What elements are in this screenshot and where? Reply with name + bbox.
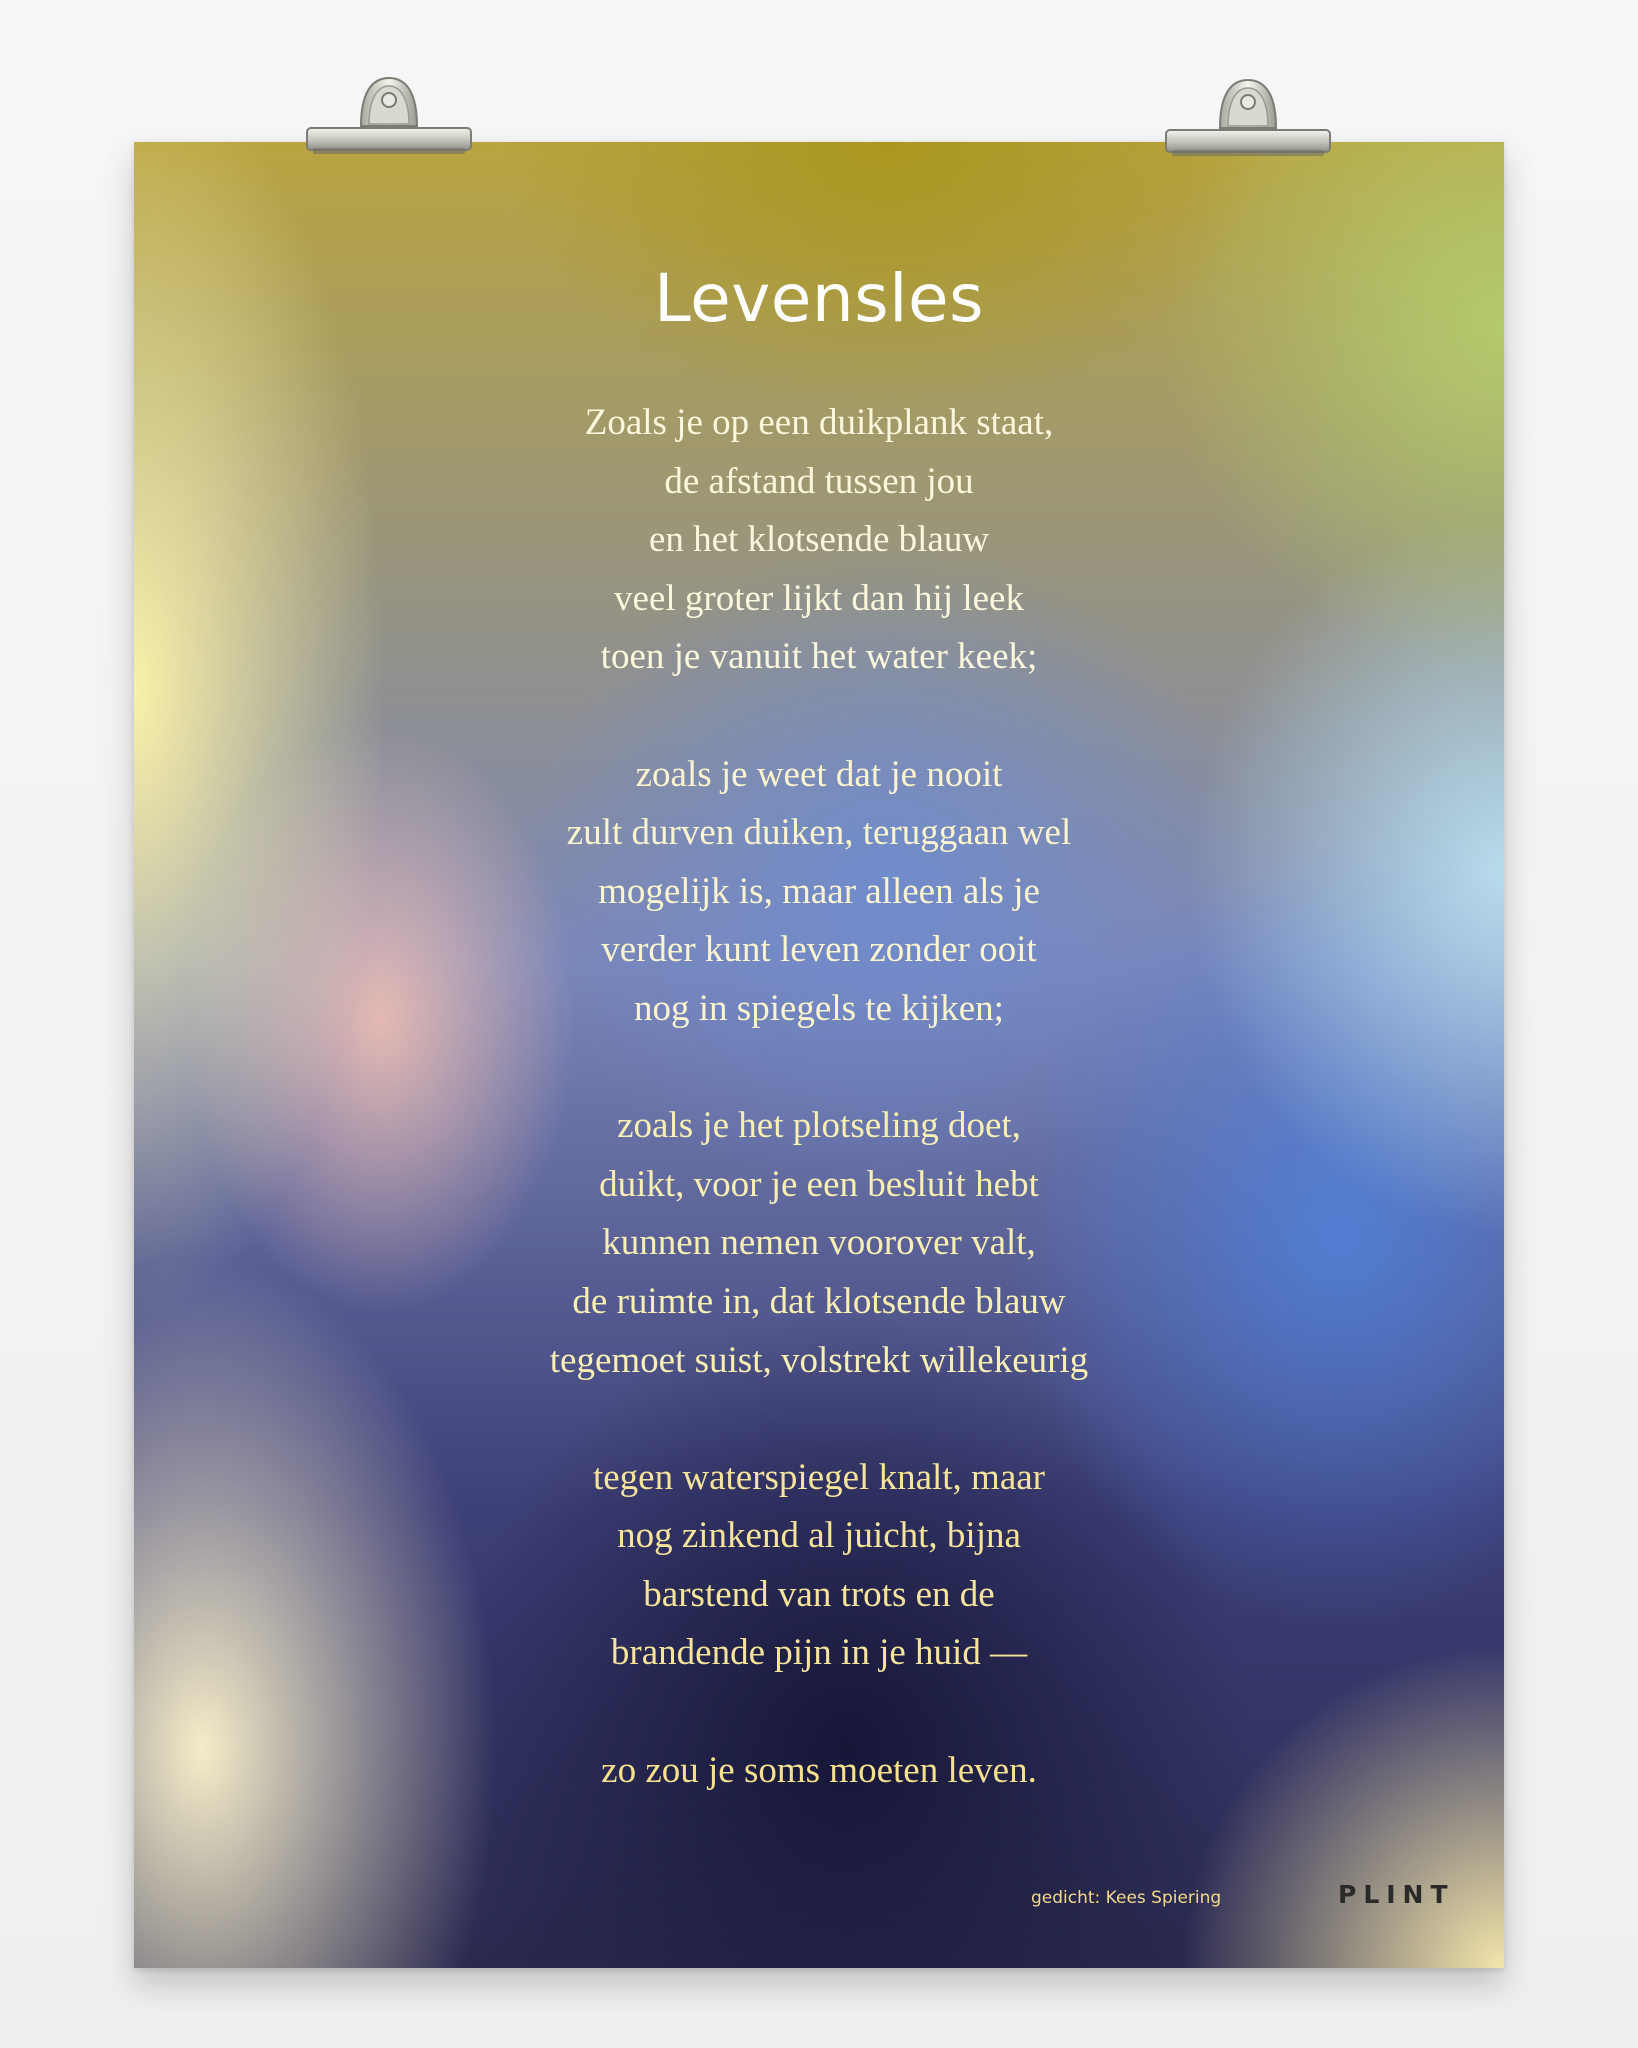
poem-line: nog in spiegels te kijken;: [634, 987, 1004, 1029]
poem-body: [134, 394, 1504, 1859]
poem-line: zoals je weet dat je nooit: [635, 753, 1003, 795]
poem-line: brandende pijn in je huid —: [610, 1632, 1028, 1674]
poem-line: tegemoet suist, volstrekt willekeurig: [549, 1339, 1089, 1381]
binder-clip-icon: [303, 70, 475, 166]
binder-clip-icon: [1162, 72, 1334, 168]
brand-logo: PLINT: [1338, 1880, 1455, 1909]
stanza-3: [134, 1097, 1504, 1390]
poem-line: de afstand tussen jou: [664, 460, 974, 502]
stanza-4: [134, 1449, 1504, 1683]
poem-line: verder kunt leven zonder ooit: [601, 929, 1037, 971]
stanza-1: [134, 394, 1504, 687]
poem-line: barstend van trots en de: [643, 1573, 995, 1615]
poem-credit: gedicht: Kees Spiering: [1031, 1888, 1222, 1908]
poem-line: toen je vanuit het water keek;: [600, 636, 1038, 678]
poem-line: duikt, voor je een besluit hebt: [599, 1163, 1039, 1205]
poem-poster: [134, 142, 1504, 1968]
poem-line: en het klotsende blauw: [648, 519, 990, 561]
poem-line: zoals je het plotseling doet,: [617, 1105, 1021, 1147]
poem-line: mogelijk is, maar alleen als je: [598, 870, 1040, 912]
poem-line: Zoals je op een duikplank staat,: [584, 402, 1054, 443]
stanza-2: [134, 746, 1504, 1039]
poem-title: Levensles: [654, 260, 984, 337]
poem-line: de ruimte in, dat klotsende blauw: [572, 1280, 1066, 1322]
poem-line: nog zinkend al juicht, bijna: [617, 1515, 1021, 1557]
poem-line: tegen waterspiegel knalt, maar: [592, 1456, 1046, 1498]
poem-line: veel groter lijkt dan hij leek: [614, 577, 1024, 619]
poem-line: zo zou je soms moeten leven.: [601, 1749, 1037, 1791]
stanza-5: [134, 1742, 1504, 1801]
poem-line: kunnen nemen voorover valt,: [602, 1222, 1036, 1264]
poem-line: zult durven duiken, teruggaan wel: [566, 812, 1072, 854]
